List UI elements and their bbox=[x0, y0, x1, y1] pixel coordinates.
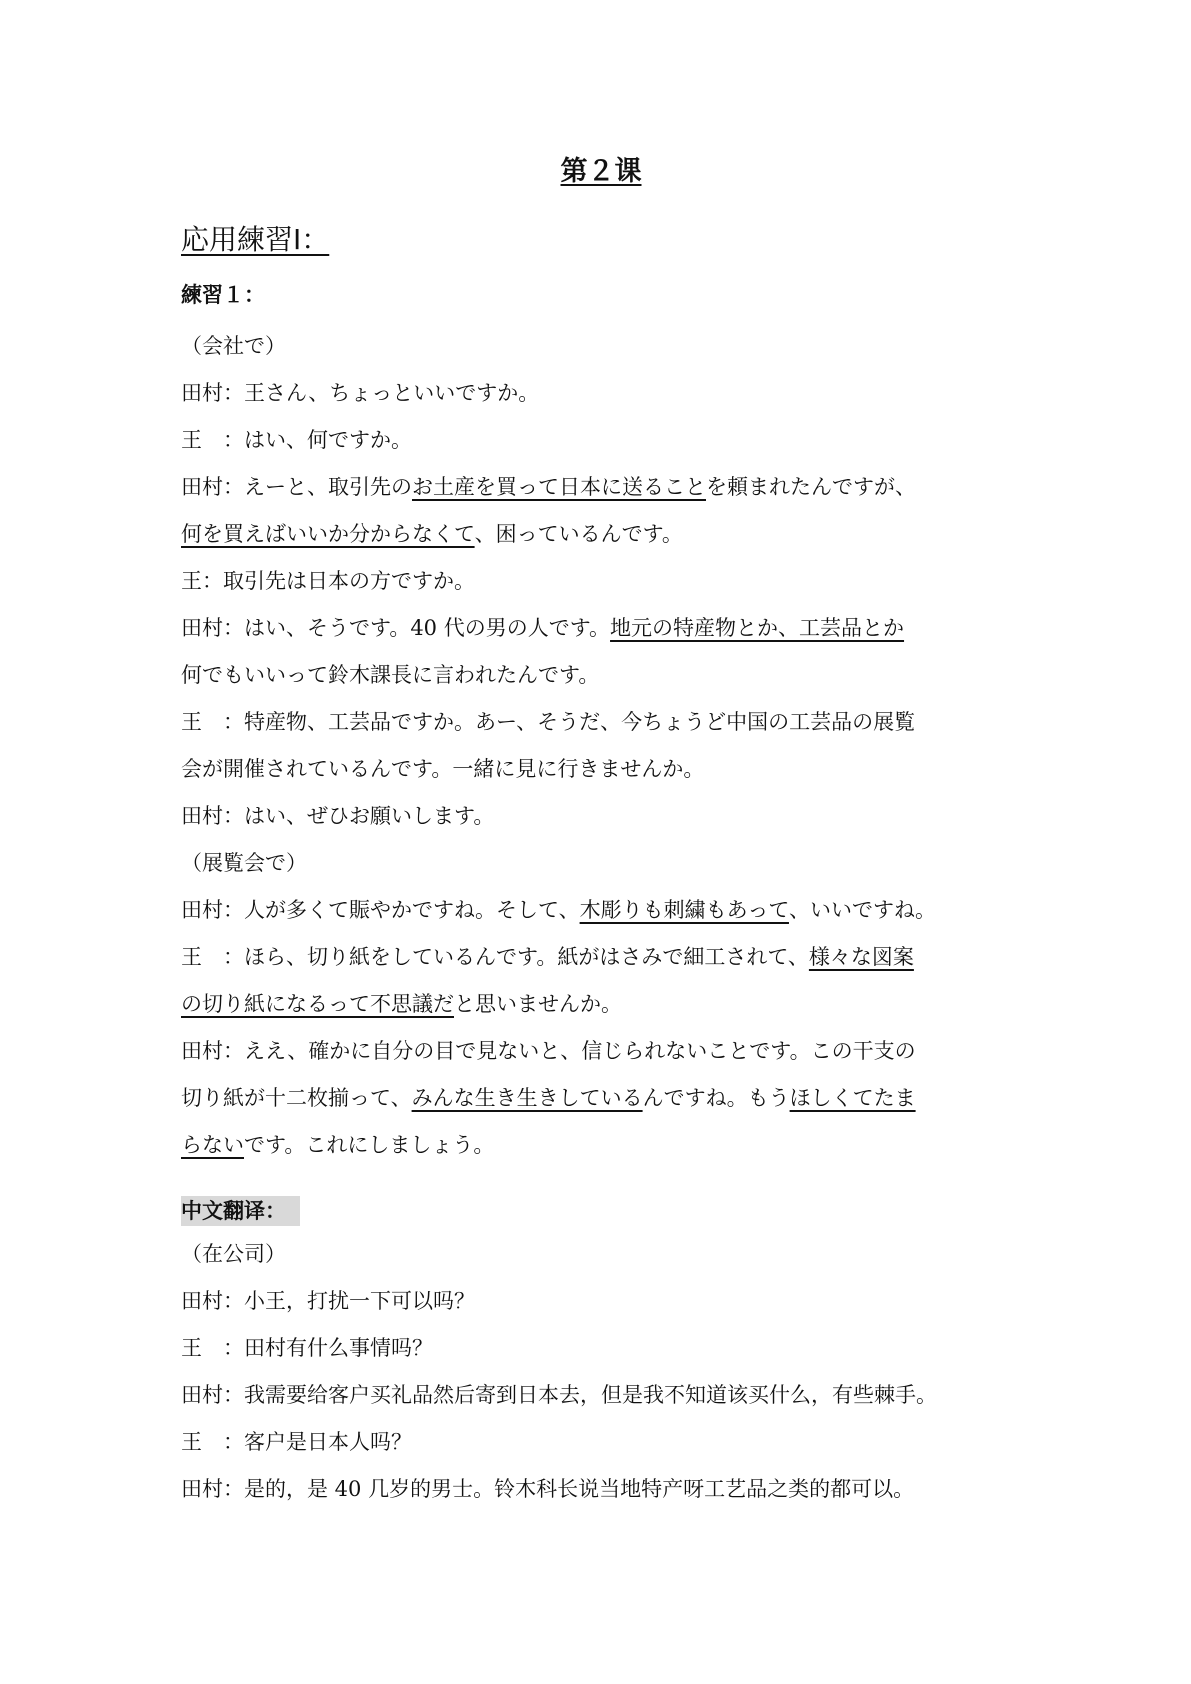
dialog-text: 何でもいいって鈴木課長に言われたんです。 bbox=[181, 663, 600, 687]
dialog-text: 王 ：ほら、切り紙をしているんです。紙がはさみで細工されて、 bbox=[181, 945, 809, 969]
dialog-line bbox=[181, 793, 1021, 840]
translation-line: （在公司） bbox=[181, 1242, 286, 1266]
underlined-phrase: 様々な図案 bbox=[808, 945, 914, 969]
dialog-text: です。これにしましょう。 bbox=[244, 1133, 495, 1157]
dialog-text: 王：取引先は日本の方ですか。 bbox=[181, 569, 475, 593]
underlined-phrase: らない bbox=[181, 1133, 244, 1157]
translation-line: 王 ：客户是日本人吗？ bbox=[181, 1430, 412, 1454]
underlined-phrase: 木彫りも刺繍もあって bbox=[579, 898, 789, 922]
dialog-text: （展覧会で） bbox=[181, 851, 307, 875]
dialog-line bbox=[181, 840, 1021, 887]
dialog-text: 田村：えーと、取引先の bbox=[181, 475, 412, 499]
underlined-phrase: お土産を買って日本に送ること bbox=[412, 475, 706, 499]
dialog-line bbox=[181, 746, 1021, 793]
dialog-line bbox=[181, 323, 1021, 370]
dialog-text: と思いませんか。 bbox=[454, 992, 622, 1016]
dialog-text: 切り紙が十二枚揃って、 bbox=[181, 1086, 412, 1110]
dialog-text: を頼まれたんですが、 bbox=[706, 475, 916, 499]
dialog-line bbox=[181, 417, 1021, 464]
dialog-line bbox=[181, 1028, 1021, 1075]
document-page bbox=[181, 0, 1021, 1684]
dialog-line bbox=[181, 1075, 1021, 1122]
dialog-line bbox=[181, 605, 1021, 652]
translation-line: 田村：是的，是 40 几岁的男士。铃木科长说当地特产呀工艺品之类的都可以。 bbox=[181, 1477, 915, 1501]
dialog-line bbox=[181, 464, 1021, 511]
underlined-phrase: 何を買えばいいか分からなくて bbox=[181, 522, 475, 546]
dialog-line bbox=[181, 981, 1021, 1028]
dialog-line bbox=[181, 699, 1021, 746]
lesson-title: 第２课 bbox=[560, 156, 642, 187]
dialog-text: 、困っているんです。 bbox=[474, 522, 683, 546]
underlined-phrase: の切り紙になるって不思議だ bbox=[181, 992, 454, 1016]
dialog-line bbox=[181, 511, 1021, 558]
translation-line: 王 ：田村有什么事情吗？ bbox=[181, 1336, 433, 1360]
dialog-text: 会が開催されているんです。一緒に見に行きませんか。 bbox=[181, 757, 705, 781]
dialog-text: （会社で） bbox=[181, 334, 286, 358]
dialog-text: 、いいですね。 bbox=[788, 898, 936, 922]
dialog-text: んですね。もう bbox=[642, 1086, 790, 1110]
dialog-text: 田村：王さん、ちょっといいですか。 bbox=[181, 381, 540, 405]
translation-line: 田村：小王，打扰一下可以吗？ bbox=[181, 1289, 475, 1313]
dialog-line bbox=[181, 887, 1021, 934]
underlined-phrase: みんな生き生きしている bbox=[411, 1086, 643, 1110]
dialog-line bbox=[181, 1122, 1021, 1169]
dialog-text: 田村：はい、ぜひお願いします。 bbox=[181, 804, 495, 828]
dialog-line bbox=[181, 934, 1021, 981]
translation-title: 中文翻译： bbox=[181, 1196, 300, 1226]
dialog-text: 田村：人が多くて賑やかですね。そして、 bbox=[181, 898, 580, 922]
translation-block bbox=[181, 1231, 1021, 1513]
section-title: 応用練習Ⅰ： bbox=[181, 223, 330, 256]
dialog-block bbox=[181, 323, 1021, 1169]
dialog-text: 王 ：特産物、工芸品ですか。あー、そうだ、今ちょうど中国の工芸品の展覧 bbox=[181, 710, 916, 734]
underlined-phrase: ほしくてたま bbox=[789, 1086, 916, 1110]
dialog-line bbox=[181, 558, 1021, 605]
dialog-text: 王 ：はい、何ですか。 bbox=[181, 428, 412, 452]
dialog-line bbox=[181, 370, 1021, 417]
dialog-line bbox=[181, 652, 1021, 699]
underlined-phrase: 地元の特産物とか、工芸品とか bbox=[610, 616, 905, 640]
exercise-title: 練習１： bbox=[181, 283, 265, 307]
dialog-text: 田村：ええ、確かに自分の目で見ないと、信じられないことです。この干支の bbox=[181, 1039, 916, 1063]
translation-line: 田村：我需要给客户买礼品然后寄到日本去，但是我不知道该买什么，有些棘手。 bbox=[181, 1383, 937, 1407]
dialog-text: 田村：はい、そうです。40 代の男の人です。 bbox=[181, 616, 611, 640]
